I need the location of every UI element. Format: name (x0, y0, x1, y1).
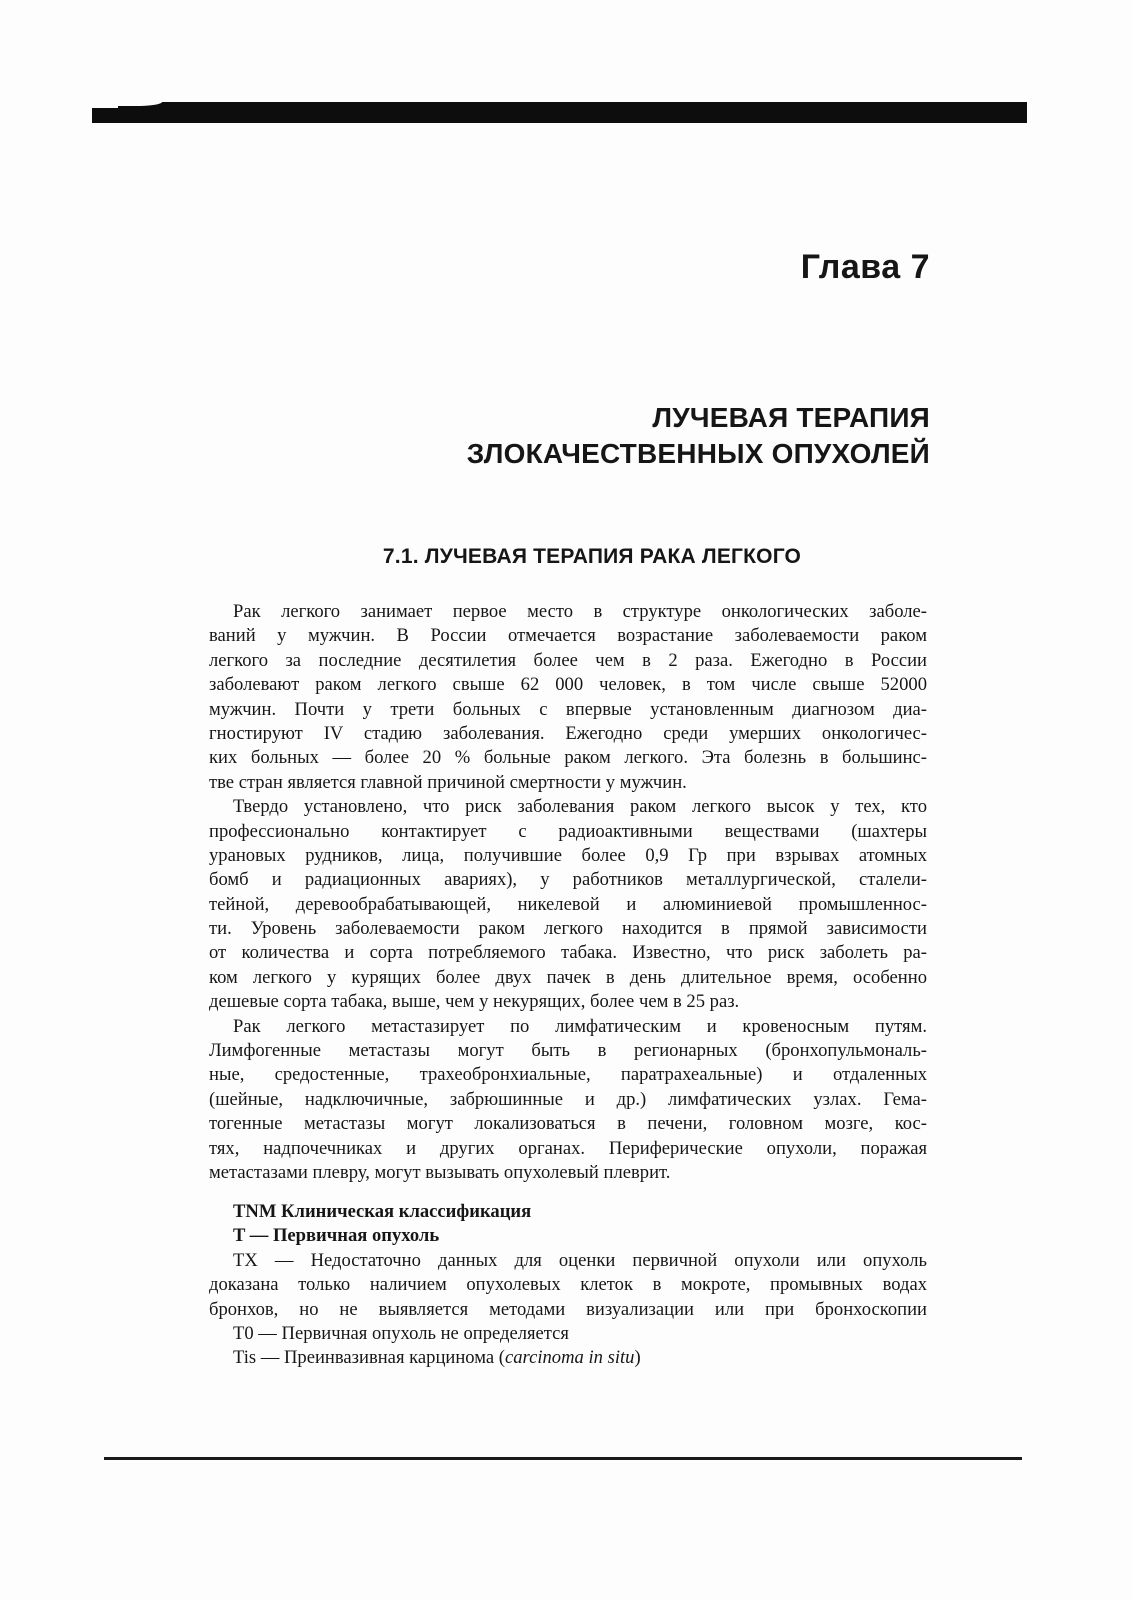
text-line: ких больных — более 20 % больные раком легкого. Эта болезнь в большинс- (209, 747, 927, 769)
text-line: Твердо установлено, что риск заболевания раком легкого высок у тех, кто (233, 796, 927, 818)
text-line: гностируют IV стадию заболевания. Ежегодно среди умерших онкологичес- (209, 722, 927, 744)
text-line: метастазами плевру, могут вызывать опухолевый плеврит. (209, 1161, 671, 1183)
bottom-rule (104, 1457, 1022, 1460)
text-line: тейной, деревообрабатывающей, никелевой и алюминиевой промышленнос- (209, 893, 927, 915)
text-line: TX — Недостаточно данных для оценки первичной опухоли или опухоль (233, 1249, 927, 1271)
paragraph (209, 1015, 927, 1186)
text-line: тях, надпочечниках и других органах. Периферические опухоли, поражая (209, 1137, 927, 1159)
paragraph (209, 795, 927, 1015)
text-line: урановых рудников, лица, получившие более 0,9 Гр при взрывах атомных (209, 844, 927, 866)
header-bar-notch (92, 102, 118, 108)
classification-entry-t0 (209, 1322, 927, 1346)
text-line: Рак легкого метастазирует по лимфатическим и кровеносным путям. (233, 1015, 927, 1037)
classification-entry-tis (209, 1346, 927, 1370)
chapter-title (467, 400, 930, 472)
tnm-classification (209, 1200, 927, 1371)
text-line: ные, средостенные, трахеобронхиальные, паратрахеальные) и отдаленных (209, 1064, 927, 1086)
tis-tail: ) (634, 1347, 641, 1369)
text-line: тве стран является главной причиной смертности у мужчин. (209, 771, 687, 793)
tis-lead: Tis — Преинвазивная карцинома ( (233, 1347, 505, 1369)
tis-italic-term: carcinoma in situ (504, 1347, 635, 1369)
text-line: ком легкого у курящих более двух пачек в день длительное время, особенно (209, 966, 927, 988)
text-line: бронхов, но не выявляется методами визуализации или при бронхоскопии (209, 1298, 927, 1320)
text-line: ваний у мужчин. В России отмечается возрастание заболеваемости раком (209, 625, 927, 647)
classification-title: TNM Клиническая классификация (233, 1201, 532, 1222)
classification-subtitle: T — Первичная опухоль (233, 1225, 440, 1247)
chapter-label: Глава 7 (800, 248, 930, 286)
body-text (209, 600, 927, 1185)
text-line: Лимфогенные метастазы могут быть в регионарных (бронхопульмональ- (209, 1040, 927, 1062)
text-line: заболевают раком легкого свыше 62 000 человек, в том числе свыше 52000 (209, 674, 927, 696)
paragraph (209, 600, 927, 795)
text-line (209, 1346, 927, 1370)
text-line: ти. Уровень заболеваемости раком легкого находится в прямой зависимости (209, 918, 927, 940)
text-line: профессионально контактирует с радиоактивными веществами (шахтеры (209, 820, 927, 842)
text-line: легкого за последние десятилетия более чем в 2 раза. Ежегодно в России (209, 649, 927, 671)
text-line: тогенные метастазы могут локализоваться в печени, головном мозге, кос- (209, 1113, 927, 1135)
header-bar-notch-curve (118, 102, 162, 106)
chapter-header-bar (92, 102, 1027, 123)
text-line: дешевые сорта табака, выше, чем у некурящих, более чем в 25 раз. (209, 991, 740, 1013)
section-heading: 7.1. ЛУЧЕВАЯ ТЕРАПИЯ РАКА ЛЕГКОГО (382, 545, 802, 568)
chapter-title-line: ЛУЧЕВАЯ ТЕРАПИЯ (652, 402, 930, 433)
text-line: Рак легкого занимает первое место в структуре онкологических заболе- (233, 601, 927, 622)
chapter-title-line: ЗЛОКАЧЕСТВЕННЫХ ОПУХОЛЕЙ (466, 438, 930, 469)
text-line: от количества и сорта потребляемого табака. Известно, что риск заболеть ра- (209, 942, 927, 964)
text-line: мужчин. Почти у трети больных с впервые установленным диагнозом диа- (209, 698, 927, 720)
text-line: T0 — Первичная опухоль не определяется (233, 1322, 569, 1344)
text-line: (шейные, надключичные, забрюшинные и др.) лимфатических узлах. Гема- (209, 1088, 927, 1110)
text-line: доказана только наличием опухолевых клеток в мокроте, промывных водах (209, 1274, 927, 1296)
classification-entry-tx (209, 1249, 927, 1322)
text-line: бомб и радиационных авариях), у работников металлургической, сталели- (209, 869, 927, 891)
